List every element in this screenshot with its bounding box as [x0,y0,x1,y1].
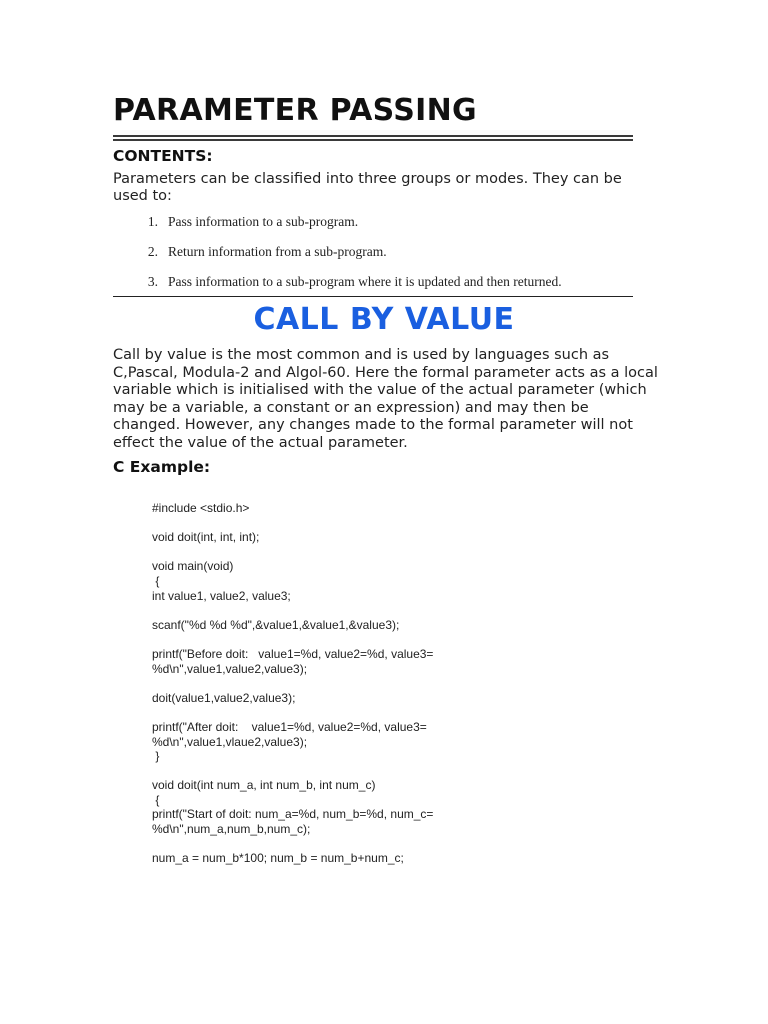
code-line [152,545,552,560]
code-line: void main(void) [152,559,234,574]
title-divider [113,135,633,141]
code-line: { [152,573,160,588]
code-line: int value1, value2, value3; [152,588,291,603]
code-line [152,516,552,531]
code-line [152,603,552,618]
code-line: printf("After doit: value1=%d, value2=%d, value3= [152,719,427,734]
code-line: num_a = num_b*100; num_b = num_b+num_c; [152,851,404,866]
code-line [152,705,552,720]
code-line: scanf("%d %d %d",&value1,&value1,&value3); [152,617,400,632]
parameter-modes-list [113,212,653,302]
list-item-text: Return information from a sub-program. [168,244,387,259]
code-line [152,764,552,779]
list-item [113,242,653,272]
contents-heading: CONTENTS: [113,147,213,165]
code-line [152,632,552,647]
list-item-number: 3. [147,274,158,289]
code-line: %d\n",num_a,num_b,num_c); [152,822,311,837]
code-line: void doit(int, int, int); [152,530,260,545]
code-line [152,837,552,852]
intro-paragraph: Parameters can be classified into three groups or modes. They can be used to: [113,171,622,204]
list-item-text: Pass information to a sub-program. [168,214,359,229]
code-line [152,676,552,691]
code-line: printf("Before doit: value1=%d, value2=%d, value3= [152,646,434,661]
section-title: CALL BY VALUE [253,302,515,337]
code-line: } [152,749,160,764]
list-item-number: 2. [147,244,158,259]
section-divider [113,296,633,297]
section-body: Call by value is the most common and is used by languages such as C,Pascal, Modula-2 and Algol-60. Here the formal parameter acts as a local variable which is initialised with the value of the actual parameter (which may be a variable, a constant or an expression) and may then be changed. However, any changes made to the formal parameter will not effect the value of the actual parameter. [113,347,658,451]
code-line: printf("Start of doit: num_a=%d, num_b=%d, num_c= [152,807,434,822]
list-item-number: 1. [147,214,158,229]
code-line: #include <stdio.h> [152,501,250,515]
code-line: { [152,792,160,807]
code-listing [152,501,552,866]
list-item-text: Pass information to a sub-program where it is updated and then returned. [168,274,562,289]
code-line: %d\n",value1,value2,value3); [152,661,308,676]
code-line: void doit(int num_a, int num_b, int num_c) [152,778,376,793]
example-heading: C Example: [113,458,211,476]
list-item [113,272,653,302]
page-title: PARAMETER PASSING [113,93,477,128]
code-line: doit(value1,value2,value3); [152,690,296,705]
code-line: %d\n",value1,vlaue2,value3); [152,734,308,749]
list-item [113,212,653,242]
